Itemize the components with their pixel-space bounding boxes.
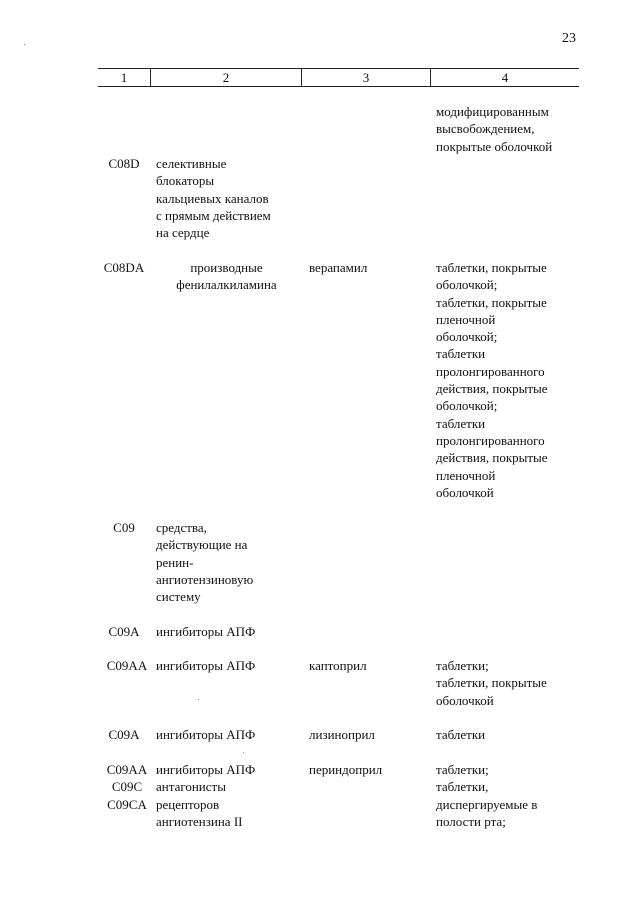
- group-name: ингибиторы АПФ: [156, 624, 256, 639]
- form-line: высвобождением,: [436, 121, 535, 137]
- form-line: таблетки: [436, 415, 486, 431]
- group-line: на сердце: [156, 225, 210, 241]
- form-line: оболочкой: [436, 692, 494, 708]
- form-line: оболочкой: [436, 484, 494, 500]
- atc-code: C08D: [108, 156, 140, 171]
- group-name: ингибиторы АПФ: [156, 658, 256, 673]
- form-line: полости рта;: [436, 813, 506, 829]
- group-line: кальциевых каналов: [156, 190, 269, 206]
- dosage-forms: [436, 657, 578, 709]
- column-header-1: 1: [120, 70, 128, 85]
- drug-name: верапамил: [309, 260, 368, 275]
- column-header-2: 2: [222, 70, 230, 85]
- atc-code: C09A: [108, 727, 140, 742]
- form-line: действия, покрытые: [436, 450, 548, 466]
- page-number: 23: [562, 31, 576, 46]
- form-line: таблетки, покрытые: [436, 294, 547, 310]
- group-name: [156, 761, 297, 830]
- column-header-4: 4: [501, 70, 509, 85]
- group-line: производные: [190, 260, 263, 275]
- form-line: таблетки,: [436, 779, 489, 795]
- group-name: [156, 519, 297, 605]
- drug-name: каптоприл: [309, 658, 367, 673]
- drug-name: периндоприл: [309, 762, 383, 777]
- dosage-forms: [436, 103, 578, 155]
- atc-code: C09A: [108, 624, 140, 639]
- form-line: оболочкой;: [436, 277, 498, 293]
- dosage-forms: [436, 259, 578, 501]
- table-header: [98, 68, 579, 87]
- atc-code: [100, 761, 154, 813]
- form-line: пленочной: [436, 467, 496, 483]
- atc-code: C09AA: [106, 658, 148, 673]
- drug-name: лизиноприл: [309, 727, 375, 742]
- form-line: оболочкой;: [436, 398, 498, 414]
- form-line: пленочной: [436, 311, 496, 327]
- scan-speck: [198, 699, 199, 700]
- form-line: таблетки, покрытые: [436, 675, 547, 691]
- group-line: фенилалкиламина: [176, 277, 277, 293]
- group-line: действующие на: [156, 537, 248, 553]
- group-name: [156, 259, 297, 294]
- dosage-forms: таблетки: [436, 727, 486, 742]
- group-line: систему: [156, 589, 201, 605]
- group-line: ангиотензина II: [156, 813, 243, 829]
- form-line: таблетки;: [436, 762, 489, 777]
- form-line: модифицированным: [436, 104, 549, 119]
- form-line: действия, покрытые: [436, 381, 548, 397]
- group-line: средства,: [156, 520, 207, 535]
- group-line: блокаторы: [156, 173, 215, 189]
- dosage-forms: [436, 761, 578, 830]
- group-line: ангиотензиновую: [156, 571, 254, 587]
- group-line: с прямым действием: [156, 207, 271, 223]
- group-line: ренин-: [156, 554, 194, 570]
- form-line: диспергируемые в: [436, 796, 538, 812]
- code-line: C09C: [111, 779, 143, 795]
- group-line: ингибиторы АПФ: [156, 762, 256, 777]
- form-line: таблетки;: [436, 658, 489, 673]
- code-line: C09CA: [107, 796, 147, 812]
- scan-speck: [24, 44, 25, 45]
- atc-code: C08DA: [103, 260, 145, 275]
- form-line: пролонгированного: [436, 432, 545, 448]
- group-name: [156, 155, 297, 241]
- form-line: пролонгированного: [436, 363, 545, 379]
- group-line: селективные: [156, 156, 227, 171]
- atc-code: C09: [113, 520, 135, 535]
- form-line: таблетки: [436, 346, 486, 362]
- column-header-3: 3: [362, 70, 370, 85]
- group-name: ингибиторы АПФ: [156, 727, 256, 742]
- group-line: рецепторов: [156, 796, 220, 812]
- form-line: таблетки, покрытые: [436, 260, 547, 275]
- form-line: оболочкой;: [436, 329, 498, 345]
- code-line: C09AA: [106, 762, 148, 777]
- group-line: антагонисты: [156, 779, 226, 795]
- form-line: покрытые оболочкой: [436, 138, 553, 154]
- scan-speck: [243, 752, 244, 753]
